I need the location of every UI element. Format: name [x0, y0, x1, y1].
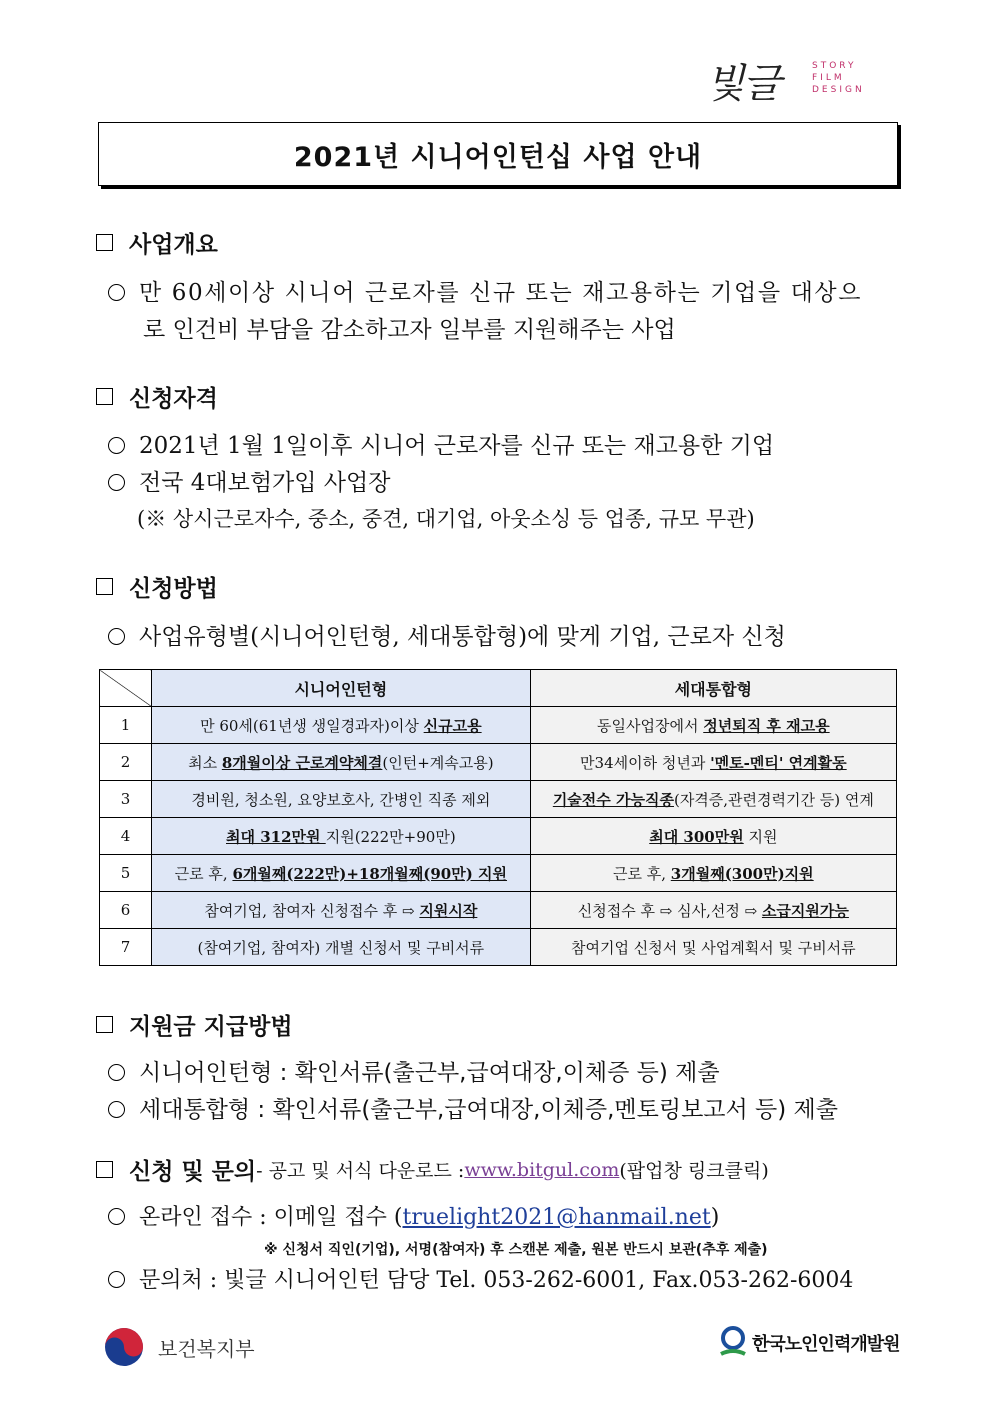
senior-intern-cell: [152, 929, 531, 966]
circle-bullet-icon: [108, 284, 125, 301]
row-number: 3: [100, 781, 152, 818]
section-eligibility-title: 신청자격: [129, 386, 218, 412]
table-row: [100, 929, 897, 966]
overview-line-2: [143, 311, 676, 344]
mohw-logo: [104, 1327, 255, 1367]
title-box: [98, 122, 898, 186]
emphasized-text: 기술전수 가능직종: [552, 790, 674, 809]
section-method-title: 신청방법: [129, 576, 218, 602]
square-bullet-icon: [96, 1161, 113, 1178]
cell-text: (참여기업, 참여자) 개별 신청서 및 구비서류: [197, 938, 485, 957]
eligibility-line-3-text: (※ 상시근로자수, 중소, 중견, 대기업, 아웃소싱 등 업종, 규모 무관): [137, 507, 755, 531]
contact-online-line: [108, 1200, 719, 1231]
section-method-heading: [96, 570, 218, 603]
row-number: 1: [100, 707, 152, 744]
submission-note: ※ 신청서 직인(기업), 서명(참여자) 후 스캔본 제출, 원본 반드시 보관(추후 제출): [264, 1242, 768, 1258]
eligibility-line-2: [108, 464, 390, 497]
row-number: 5: [100, 855, 152, 892]
table-row: [100, 707, 897, 744]
square-bullet-icon: [96, 388, 113, 405]
cell-text: 참여기업 신청서 및 사업계획서 및 구비서류: [571, 938, 856, 957]
emphasized-text: 6개월째(222만)+18개월째(90만) 지원: [232, 864, 508, 883]
emphasized-text: 8개월이상 근로계약체결: [221, 753, 383, 772]
senior-intern-cell: [152, 707, 531, 744]
section-overview-heading: [96, 226, 218, 259]
emphasized-text: 최대 300만원: [649, 827, 744, 846]
emphasized-text: '멘토-멘티' 연계활동: [710, 753, 847, 772]
emphasized-text: 최대 312만원: [226, 827, 326, 846]
cell-text: 만 60세(61년생 생일경과자)이상: [200, 716, 424, 735]
page-title: 2021년 시니어인턴십 사업 안내: [293, 141, 703, 173]
overview-line-1-text: 만 60세이상 시니어 근로자를 신규 또는 재고용하는 기업을 대상으: [139, 280, 863, 306]
eligibility-line-1: [108, 427, 774, 460]
circle-bullet-icon: [108, 1208, 125, 1225]
generation-cell: [530, 744, 896, 781]
section-payment-heading: [96, 1008, 293, 1041]
row-number: 6: [100, 892, 152, 929]
row-number: 2: [100, 744, 152, 781]
mohw-name: 보건복지부: [158, 1336, 255, 1361]
table-header-row: [100, 670, 897, 707]
contact-download-text: - 공고 및 서식 다운로드 :: [256, 1160, 465, 1182]
generation-cell: [530, 855, 896, 892]
senior-intern-cell: [152, 744, 531, 781]
senior-intern-cell: [152, 855, 531, 892]
section-contact-title: 신청 및 문의: [129, 1159, 257, 1185]
email-link[interactable]: truelight2021@hanmail.net: [402, 1205, 711, 1230]
senior-intern-cell: [152, 818, 531, 855]
cell-text: 신청접수 후 ⇨ 심사,선정 ⇨: [577, 901, 762, 920]
square-bullet-icon: [96, 578, 113, 595]
eligibility-line-3: [137, 503, 755, 533]
circle-bullet-icon: [108, 474, 125, 491]
emphasized-text: 신규고용: [423, 716, 482, 735]
program-type-table: [99, 669, 897, 966]
cell-text: 근로 후,: [174, 864, 233, 883]
website-link[interactable]: www.bitgul.com: [464, 1158, 620, 1181]
section-payment-title: 지원금 지급방법: [129, 1014, 293, 1040]
overview-line-1: [108, 274, 862, 307]
generation-cell: [530, 892, 896, 929]
bitgul-logo: [706, 52, 896, 108]
cell-text: 지원: [743, 827, 778, 846]
section-eligibility-heading: [96, 380, 218, 413]
eligibility-line-1-text: 2021년 1월 1일이후 시니어 근로자를 신규 또는 재고용한 기업: [139, 433, 775, 459]
square-bullet-icon: [96, 1016, 113, 1033]
cell-text: 최소: [188, 753, 222, 772]
logo-word-story: STORY: [812, 61, 857, 71]
cell-text: 참여기업, 참여자 신청접수 후 ⇨: [204, 901, 420, 920]
emphasized-text: 지원시작: [419, 901, 478, 920]
generation-cell: [530, 781, 896, 818]
cell-text: 지원(222만+90만): [325, 827, 456, 846]
cell-text: (인턴+계속고용): [382, 753, 494, 772]
circle-bullet-icon: [108, 437, 125, 454]
row-number: 4: [100, 818, 152, 855]
kordi-logo: [720, 1326, 900, 1360]
generation-cell: [530, 818, 896, 855]
senior-intern-cell: [152, 892, 531, 929]
logo-hangul: 빛글: [706, 61, 780, 107]
square-bullet-icon: [96, 234, 113, 251]
table-row: [100, 781, 897, 818]
method-line-1: [108, 618, 786, 651]
cell-text: 동일사업장에서: [597, 716, 704, 735]
table-corner-cell: [100, 670, 152, 707]
emphasized-text: 소급지원가능: [761, 901, 849, 920]
circle-bullet-icon: [108, 628, 125, 645]
payment-line-2-text: 세대통합형 : 확인서류(출근부,급여대장,이체증,멘토링보고서 등) 제출: [139, 1097, 838, 1123]
cell-text: 경비원, 청소원, 요양보호사, 간병인 직종 제외: [191, 790, 491, 809]
circle-bullet-icon: [108, 1271, 125, 1288]
contact-online-prefix: 온라인 접수 : 이메일 접수 (: [139, 1205, 403, 1230]
senior-intern-cell: [152, 781, 531, 818]
generation-cell: [530, 707, 896, 744]
logo-word-film: FILM: [812, 73, 845, 83]
section-contact-heading: [96, 1153, 769, 1186]
table-header-generation: 세대통합형: [530, 670, 896, 707]
taegeuk-emblem-icon: [104, 1327, 144, 1367]
section-overview-title: 사업개요: [129, 232, 218, 258]
kordi-emblem-icon: [720, 1326, 746, 1360]
logo-word-design: DESIGN: [812, 85, 865, 95]
table-row: [100, 744, 897, 781]
payment-line-1-text: 시니어인턴형 : 확인서류(출근부,급여대장,이체증 등) 제출: [139, 1060, 720, 1086]
method-line-1-text: 사업유형별(시니어인턴형, 세대통합형)에 맞게 기업, 근로자 신청: [139, 624, 786, 650]
table-row: [100, 818, 897, 855]
generation-cell: [530, 929, 896, 966]
table-header-senior-intern: 시니어인턴형: [152, 670, 531, 707]
table-row: [100, 855, 897, 892]
cell-text: 근로 후,: [613, 864, 671, 883]
payment-line-2: [108, 1091, 838, 1124]
circle-bullet-icon: [108, 1064, 125, 1081]
logo-wordmark: [812, 60, 865, 96]
cell-text: 만34세이하 청년과: [580, 753, 711, 772]
payment-line-1: [108, 1054, 720, 1087]
contact-phone-text: 문의처 : 빛글 시니어인턴 담당 Tel. 053-262-6001, Fax.053-262-6004: [139, 1268, 854, 1293]
table-body: [100, 707, 897, 966]
table-row: [100, 892, 897, 929]
cell-text: (자격증,관련경력기간 등) 연계: [673, 790, 874, 809]
eligibility-line-2-text: 전국 4대보험가입 사업장: [139, 470, 391, 496]
kordi-name: 한국노인인력개발원: [752, 1334, 900, 1355]
emphasized-text: 정년퇴직 후 재고용: [703, 716, 830, 735]
contact-phone-line: [108, 1263, 853, 1294]
circle-bullet-icon: [108, 1101, 125, 1118]
emphasized-text: 3개월째(300만)지원: [670, 864, 814, 883]
contact-online-suffix: ): [710, 1205, 720, 1230]
website-suffix: (팝업창 링크클릭): [619, 1160, 769, 1182]
overview-line-2-text: 로 인건비 부담을 감소하고자 일부를 지원해주는 사업: [143, 317, 676, 343]
row-number: 7: [100, 929, 152, 966]
